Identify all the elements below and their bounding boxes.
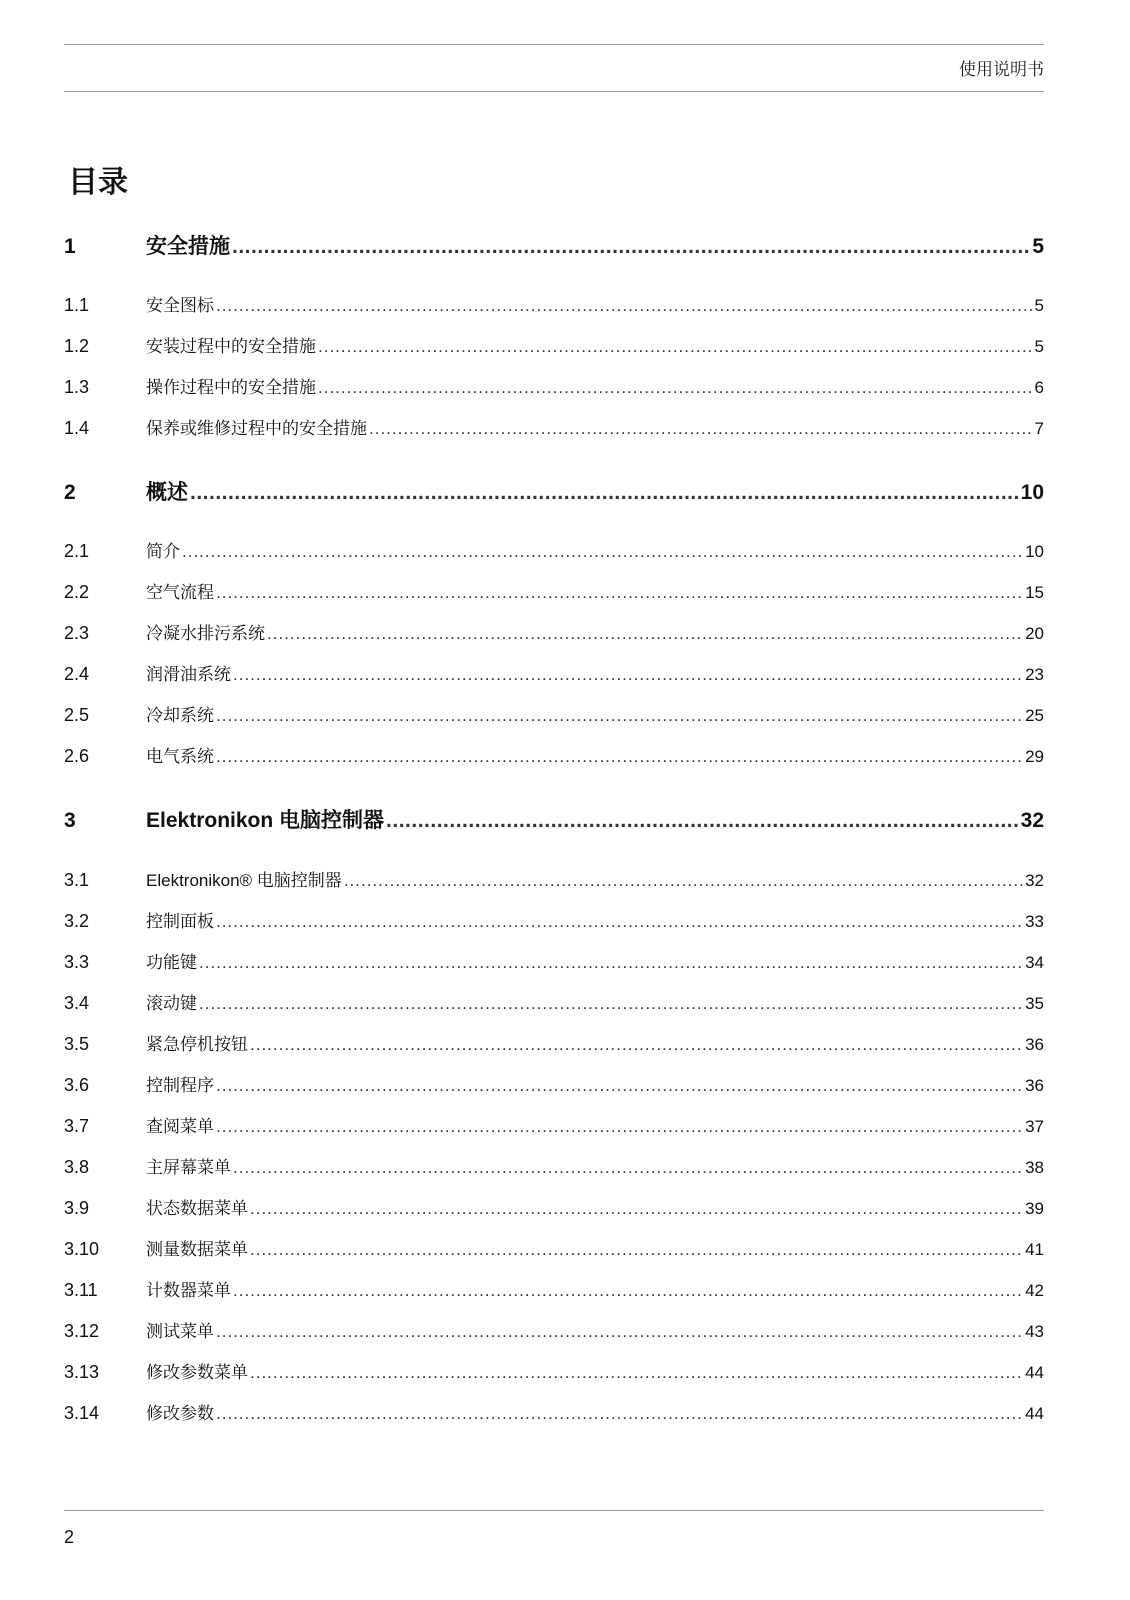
toc-entry-title: 修改参数 [146, 1404, 214, 1423]
toc-dot-leader [233, 665, 1023, 685]
toc-entry-number: 2.5 [64, 705, 90, 725]
toc-dot-leader [216, 706, 1023, 726]
toc-dot-leader [216, 1322, 1023, 1342]
toc-dot-leader [369, 419, 1033, 439]
toc-section-entry[interactable] [64, 701, 1044, 726]
toc-entry-title: 查阅菜单 [146, 1117, 214, 1136]
toc-entry-page: 44 [1025, 1363, 1044, 1382]
toc-entry-title: Elektronikon® 电脑控制器 [146, 871, 342, 890]
toc-entry-number: 3.6 [64, 1075, 90, 1095]
toc-section-entry[interactable] [64, 578, 1044, 603]
toc-entry-page: 23 [1025, 665, 1044, 684]
toc-entry-number: 3.5 [64, 1034, 90, 1054]
toc-section-entry[interactable] [64, 373, 1044, 398]
toc-entry-title: 控制面板 [146, 912, 214, 931]
toc-entry-title: 保养或维修过程中的安全措施 [146, 419, 367, 438]
toc-entry-page: 41 [1025, 1240, 1044, 1259]
toc-section-entry[interactable] [64, 1358, 1044, 1383]
toc-entry-page: 25 [1025, 706, 1044, 725]
toc-entry-title: 冷却系统 [146, 706, 214, 725]
toc-entry-number: 3.2 [64, 911, 90, 931]
toc-dot-leader [199, 953, 1023, 973]
toc-entry-page: 35 [1025, 994, 1044, 1013]
toc-entry-title: 主屏幕菜单 [146, 1158, 231, 1177]
toc-section-entry[interactable] [64, 537, 1044, 562]
toc-entry-title: 安全图标 [146, 296, 214, 315]
header-title: 使用说明书 [959, 60, 1044, 79]
toc-entry-page: 43 [1025, 1322, 1044, 1341]
toc-entry-number: 3.10 [64, 1239, 100, 1259]
toc-entry-title: 概述 [146, 481, 188, 504]
header-top-rule [64, 44, 1044, 45]
toc-entry-number: 1.2 [64, 336, 90, 356]
toc-dot-leader [216, 296, 1033, 316]
toc-section-entry[interactable] [64, 660, 1044, 685]
toc-entry-title: 控制程序 [146, 1076, 214, 1095]
toc-chapter-entry[interactable] [64, 476, 1044, 506]
toc-section-entry[interactable] [64, 1030, 1044, 1055]
toc-entry-page: 20 [1025, 624, 1044, 643]
toc-entry-page: 29 [1025, 747, 1044, 766]
toc-entry-title: 测量数据菜单 [146, 1240, 248, 1259]
toc-section-entry[interactable] [64, 1317, 1044, 1342]
toc-entry-number: 2.3 [64, 623, 90, 643]
footer-rule [64, 1510, 1044, 1511]
toc-dot-leader [250, 1240, 1023, 1260]
toc-entry-page: 5 [1034, 337, 1044, 356]
toc-entry-number: 3.14 [64, 1403, 100, 1423]
toc-entry-number: 3.3 [64, 952, 90, 972]
toc-entry-number: 1 [64, 235, 76, 258]
toc-dot-leader [267, 624, 1023, 644]
toc-entry-page: 33 [1025, 912, 1044, 931]
toc-dot-leader [386, 809, 1019, 833]
toc-dot-leader [216, 1404, 1023, 1424]
toc-section-entry[interactable] [64, 1112, 1044, 1137]
toc-entry-number: 2.4 [64, 664, 90, 684]
toc-section-entry[interactable] [64, 1071, 1044, 1096]
toc-entry-title: 滚动键 [146, 994, 197, 1013]
toc-entry-page: 38 [1025, 1158, 1044, 1177]
toc-section-entry[interactable] [64, 291, 1044, 316]
toc-dot-leader [250, 1035, 1023, 1055]
toc-entry-page: 5 [1032, 235, 1044, 258]
toc-entry-number: 2.6 [64, 746, 90, 766]
toc-dot-leader [216, 912, 1023, 932]
toc-entry-title: 电气系统 [146, 747, 214, 766]
toc-entry-title: 简介 [146, 542, 180, 561]
toc-entry-page: 42 [1025, 1281, 1044, 1300]
toc-entry-page: 36 [1025, 1035, 1044, 1054]
toc-dot-leader [233, 1158, 1023, 1178]
toc-section-entry[interactable] [64, 414, 1044, 439]
toc-entry-title: 功能键 [146, 953, 197, 972]
toc-section-entry[interactable] [64, 989, 1044, 1014]
toc-entry-page: 10 [1020, 481, 1044, 504]
toc-section-entry[interactable] [64, 866, 1044, 891]
toc-entry-number: 3.4 [64, 993, 90, 1013]
toc-entry-number: 1.3 [64, 377, 90, 397]
toc-dot-leader [232, 235, 1030, 259]
toc-entry-page: 10 [1025, 542, 1044, 561]
toc-entry-title: 操作过程中的安全措施 [146, 378, 316, 397]
toc-dot-leader [216, 1076, 1023, 1096]
toc-dot-leader [250, 1199, 1023, 1219]
toc-entry-title: 空气流程 [146, 583, 214, 602]
toc-dot-leader [318, 337, 1033, 357]
toc-title: 目录 [68, 166, 128, 199]
toc-entry-page: 39 [1025, 1199, 1044, 1218]
toc-entry-title: 紧急停机按钮 [146, 1035, 248, 1054]
toc-dot-leader [344, 871, 1023, 891]
toc-section-entry[interactable] [64, 1399, 1044, 1424]
toc-dot-leader [216, 583, 1023, 603]
toc-section-entry[interactable] [64, 1194, 1044, 1219]
toc-entry-title: Elektronikon 电脑控制器 [146, 809, 385, 832]
toc-dot-leader [216, 747, 1023, 767]
toc-entry-page: 34 [1025, 953, 1044, 972]
toc-entry-page: 37 [1025, 1117, 1044, 1136]
toc-section-entry[interactable] [64, 1153, 1044, 1178]
toc-entry-title: 修改参数菜单 [146, 1363, 248, 1382]
toc-entry-title: 测试菜单 [146, 1322, 214, 1341]
toc-entry-page: 5 [1034, 296, 1044, 315]
toc-section-entry[interactable] [64, 1276, 1044, 1301]
toc-chapter-entry[interactable] [64, 804, 1044, 834]
toc-entry-number: 3.1 [64, 870, 90, 890]
toc-entry-title: 安全措施 [146, 235, 230, 258]
toc-section-entry[interactable] [64, 948, 1044, 973]
toc-dot-leader [318, 378, 1033, 398]
toc-dot-leader [190, 481, 1019, 505]
toc-entry-number: 3.12 [64, 1321, 100, 1341]
toc-dot-leader [182, 542, 1023, 562]
toc-entry-number: 2 [64, 481, 76, 504]
toc-dot-leader [233, 1281, 1023, 1301]
toc-entry-page: 36 [1025, 1076, 1044, 1095]
toc-entry-number: 3.9 [64, 1198, 90, 1218]
toc-entry-page: 6 [1034, 378, 1044, 397]
toc-entry-number: 2.1 [64, 541, 90, 561]
toc-entry-number: 3.13 [64, 1362, 100, 1382]
toc-section-entry[interactable] [64, 332, 1044, 357]
toc-entry-title: 润滑油系统 [146, 665, 231, 684]
toc-section-entry[interactable] [64, 742, 1044, 767]
toc-entry-number: 3 [64, 809, 76, 832]
toc-section-entry[interactable] [64, 907, 1044, 932]
toc-entry-number: 1.4 [64, 418, 90, 438]
toc-entry-number: 3.8 [64, 1157, 90, 1177]
toc-entry-number: 3.7 [64, 1116, 90, 1136]
toc-entry-page: 7 [1034, 419, 1044, 438]
toc-entry-number: 2.2 [64, 582, 90, 602]
toc-entry-title: 计数器菜单 [146, 1281, 231, 1300]
toc-dot-leader [216, 1117, 1023, 1137]
toc-section-entry[interactable] [64, 619, 1044, 644]
toc-chapter-entry[interactable] [64, 230, 1044, 260]
toc-entry-page: 15 [1025, 583, 1044, 602]
toc-entry-title: 冷凝水排污系统 [146, 624, 265, 643]
toc-entry-number: 1.1 [64, 295, 90, 315]
toc-entry-number: 3.11 [64, 1280, 98, 1300]
toc-section-entry[interactable] [64, 1235, 1044, 1260]
toc-entry-title: 状态数据菜单 [146, 1199, 248, 1218]
toc-entry-page: 32 [1020, 809, 1044, 832]
page-number: 2 [64, 1527, 75, 1547]
toc-dot-leader [199, 994, 1023, 1014]
toc-dot-leader [250, 1363, 1023, 1383]
toc-entry-page: 44 [1025, 1404, 1044, 1423]
header-bottom-rule [64, 91, 1044, 92]
toc-entry-title: 安装过程中的安全措施 [146, 337, 316, 356]
toc-entry-page: 32 [1025, 871, 1044, 890]
